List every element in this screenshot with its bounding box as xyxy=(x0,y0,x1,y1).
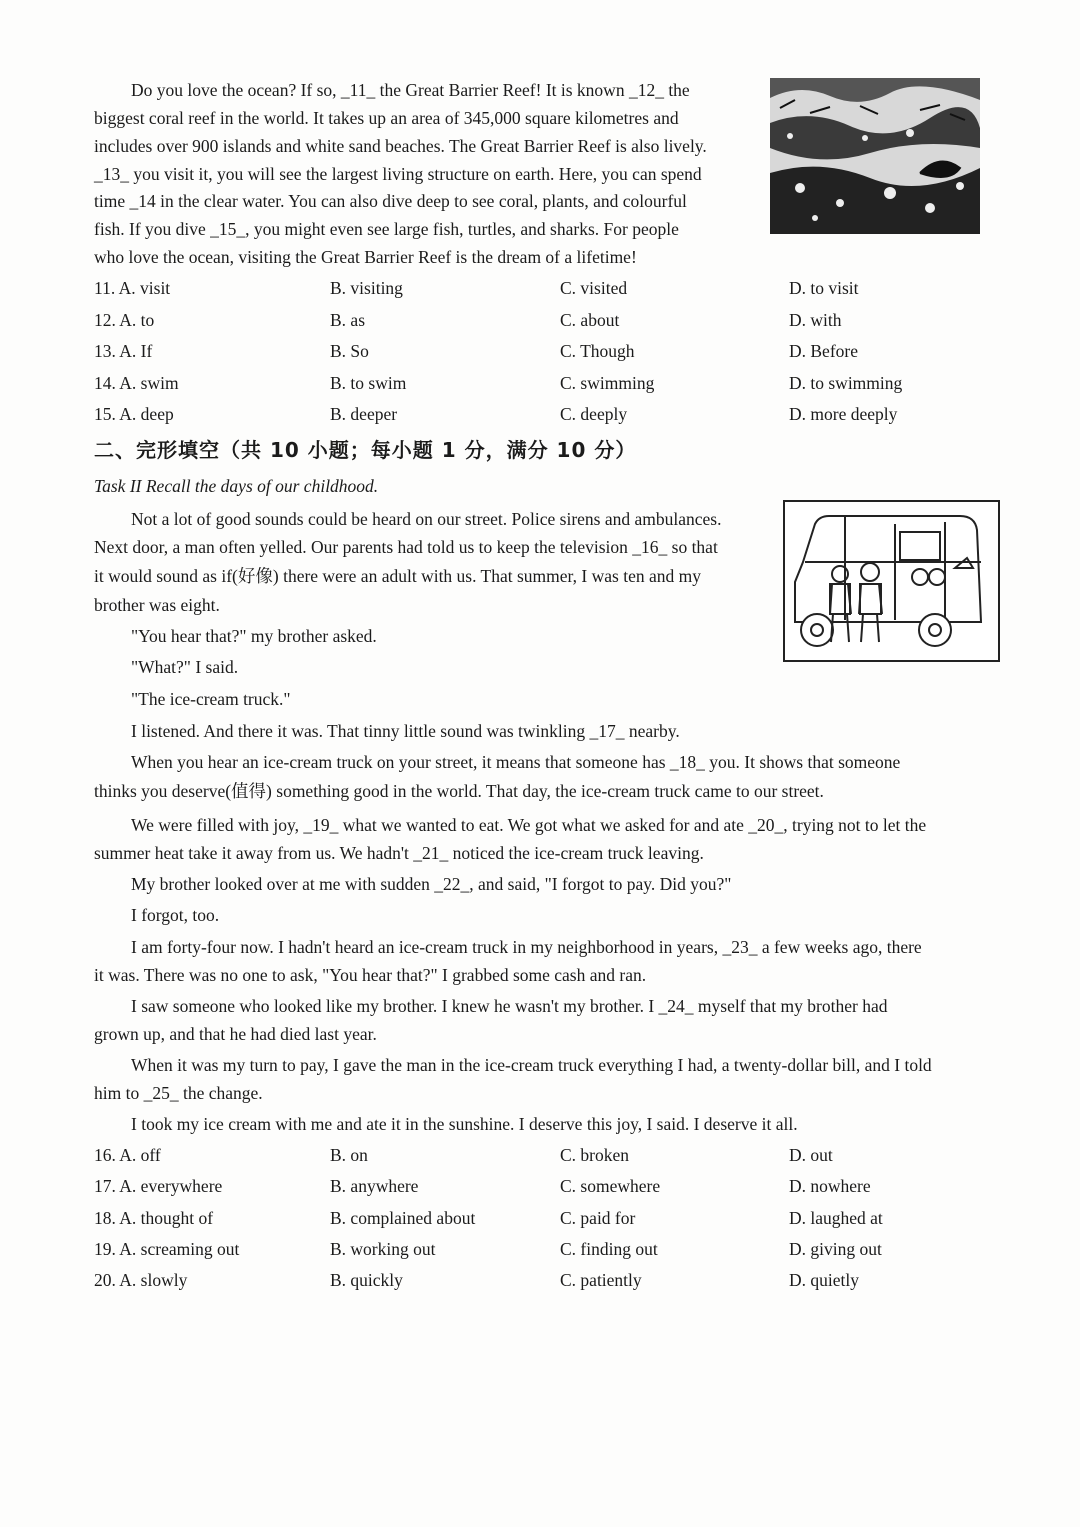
option-c[interactable]: C. paid for xyxy=(560,1208,636,1228)
option-a[interactable]: 20. A. slowly xyxy=(94,1270,188,1290)
option-a[interactable]: 18. A. thought of xyxy=(94,1208,214,1228)
ice-cream-truck-image xyxy=(783,500,1000,662)
option-b[interactable]: B. working out xyxy=(330,1239,436,1259)
passage-line: brother was eight. xyxy=(94,595,220,615)
option-b[interactable]: B. on xyxy=(330,1145,368,1165)
option-d[interactable]: D. giving out xyxy=(789,1239,882,1259)
option-a[interactable]: 12. A. to xyxy=(94,310,155,330)
passage-line: Do you love the ocean? If so, _11_ the Great Barrier Reef! It is known _12_ the xyxy=(131,80,690,100)
option-b[interactable]: B. quickly xyxy=(330,1270,403,1290)
passage-line: Not a lot of good sounds could be heard on our street. Police sirens and ambulances. xyxy=(131,509,722,529)
option-d[interactable]: D. more deeply xyxy=(789,404,898,424)
passage-line: biggest coral reef in the world. It takes up an area of 345,000 square kilometres and xyxy=(94,108,679,128)
passage-line: fish. If you dive _15_, you might even see large fish, turtles, and sharks. For people xyxy=(94,219,679,239)
passage-line: who love the ocean, visiting the Great Barrier Reef is the dream of a lifetime! xyxy=(94,247,637,267)
passage-line: I forgot, too. xyxy=(131,905,220,925)
option-b[interactable]: B. as xyxy=(330,310,365,330)
option-b[interactable]: B. visiting xyxy=(330,278,403,298)
passage-line: "What?" I said. xyxy=(131,657,239,677)
passage-line: time _14 in the clear water. You can also dive deep to see coral, plants, and colourful xyxy=(94,191,687,211)
passage-line: I am forty-four now. I hadn't heard an ice-cream truck in my neighborhood in years, _23_ a few weeks ago, there xyxy=(131,937,922,957)
passage-line: him to _25_ the change. xyxy=(94,1083,263,1103)
passage-line: We were filled with joy, _19_ what we wanted to eat. We got what we asked for and ate _20_, trying not to let the xyxy=(131,815,927,835)
option-d[interactable]: D. Before xyxy=(789,341,859,361)
option-d[interactable]: D. nowhere xyxy=(789,1176,871,1196)
option-d[interactable]: D. out xyxy=(789,1145,833,1165)
passage-line: summer heat take it away from us. We hadn't _21_ noticed the ice-cream truck leaving. xyxy=(94,843,704,863)
option-d[interactable]: D. to swimming xyxy=(789,373,903,393)
option-c[interactable]: C. somewhere xyxy=(560,1176,661,1196)
passage-line: includes over 900 islands and white sand beaches. The Great Barrier Reef is also lively. xyxy=(94,136,707,156)
option-a[interactable]: 16. A. off xyxy=(94,1145,161,1165)
option-a[interactable]: 17. A. everywhere xyxy=(94,1176,223,1196)
option-a[interactable]: 19. A. screaming out xyxy=(94,1239,240,1259)
passage-line: grown up, and that he had died last year. xyxy=(94,1024,377,1044)
task-title: Task II Recall the days of our childhood. xyxy=(94,476,379,496)
passage-line: When you hear an ice-cream truck on your street, it means that someone has _18_ you. It shows that someone xyxy=(131,752,901,772)
option-b[interactable]: B. So xyxy=(330,341,369,361)
option-a[interactable]: 14. A. swim xyxy=(94,373,179,393)
option-d[interactable]: D. to visit xyxy=(789,278,859,298)
option-d[interactable]: D. laughed at xyxy=(789,1208,883,1228)
option-d[interactable]: D. quietly xyxy=(789,1270,859,1290)
option-a[interactable]: 13. A. If xyxy=(94,341,153,361)
passage-line: "You hear that?" my brother asked. xyxy=(131,626,377,646)
coral-reef-image xyxy=(770,78,980,234)
passage-line: "The ice-cream truck." xyxy=(131,689,291,709)
option-b[interactable]: B. complained about xyxy=(330,1208,476,1228)
passage-line: Next door, a man often yelled. Our parents had told us to keep the television _16_ so that xyxy=(94,537,718,557)
section-heading: 二、完形填空（共 10 小题；每小题 1 分，满分 10 分） xyxy=(94,438,637,462)
passage-line: it would sound as if(好像) there were an adult with us. That summer, I was ten and my xyxy=(94,566,701,586)
passage-line: My brother looked over at me with sudden _22_, and said, "I forgot to pay. Did you?" xyxy=(131,874,732,894)
option-c[interactable]: C. about xyxy=(560,310,620,330)
passage-line: thinks you deserve(值得) something good in the world. That day, the ice-cream truck came to our street. xyxy=(94,781,824,801)
option-a[interactable]: 11. A. visit xyxy=(94,278,171,298)
passage-line: _13_ you visit it, you will see the largest living structure on earth. Here, you can spend xyxy=(94,164,702,184)
option-c[interactable]: C. Though xyxy=(560,341,635,361)
option-a[interactable]: 15. A. deep xyxy=(94,404,174,424)
option-c[interactable]: C. finding out xyxy=(560,1239,658,1259)
passage-line: I saw someone who looked like my brother. I knew he wasn't my brother. I _24_ myself that my brother had xyxy=(131,996,888,1016)
option-b[interactable]: B. anywhere xyxy=(330,1176,419,1196)
option-c[interactable]: C. visited xyxy=(560,278,628,298)
option-b[interactable]: B. deeper xyxy=(330,404,398,424)
passage-line: When it was my turn to pay, I gave the man in the ice-cream truck everything I had, a twenty-dollar bill, and I told xyxy=(131,1055,932,1075)
option-d[interactable]: D. with xyxy=(789,310,842,330)
option-c[interactable]: C. patiently xyxy=(560,1270,642,1290)
option-c[interactable]: C. swimming xyxy=(560,373,655,393)
option-c[interactable]: C. deeply xyxy=(560,404,628,424)
passage-line: I took my ice cream with me and ate it in the sunshine. I deserve this joy, I said. I deserve it all. xyxy=(131,1114,798,1134)
passage-line: it was. There was no one to ask, "You hear that?" I grabbed some cash and ran. xyxy=(94,965,647,985)
option-c[interactable]: C. broken xyxy=(560,1145,630,1165)
option-b[interactable]: B. to swim xyxy=(330,373,407,393)
passage-line: I listened. And there it was. That tinny little sound was twinkling _17_ nearby. xyxy=(131,721,680,741)
